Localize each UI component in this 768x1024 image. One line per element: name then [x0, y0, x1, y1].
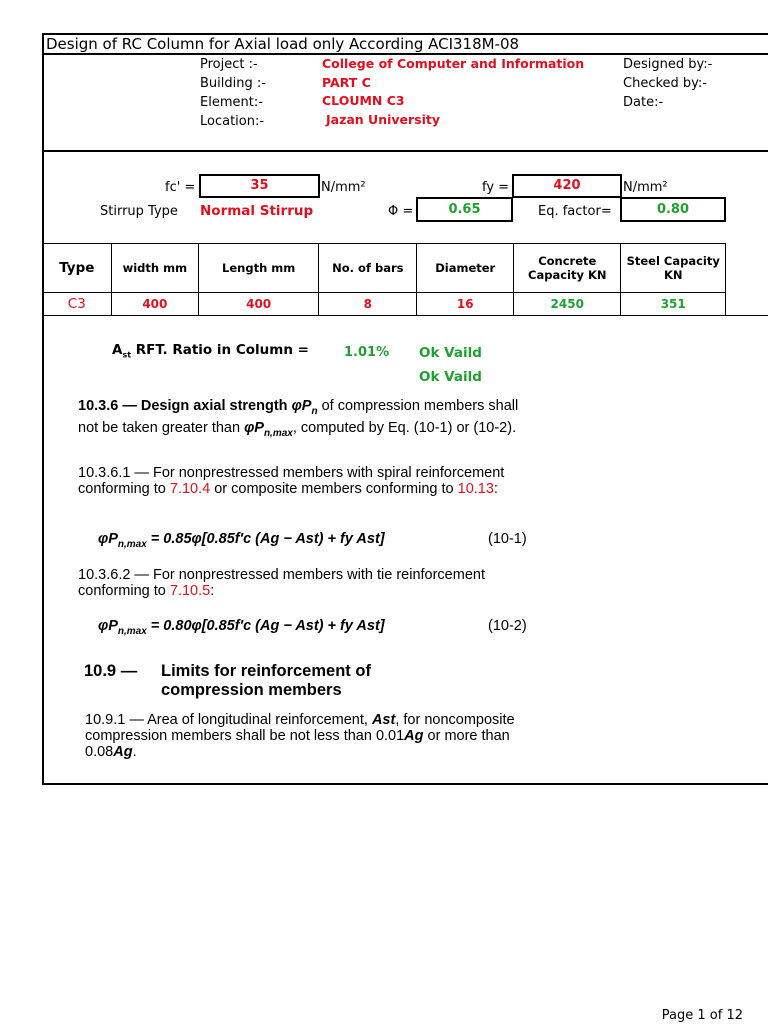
- stirrup-value[interactable]: Normal Stirrup: [200, 203, 314, 219]
- section-heading-number: 10.9 —: [84, 662, 138, 680]
- fy-label: fy =: [482, 180, 510, 195]
- column-table: [42, 243, 726, 316]
- code-clause-10-3-6: [78, 398, 538, 442]
- clause-symbol-sub: n,max: [263, 427, 293, 439]
- cell-width[interactable]: 400: [111, 293, 198, 316]
- location-label: Location:-: [200, 114, 265, 129]
- fc-input[interactable]: 35: [199, 174, 320, 198]
- equation-symbol: φP: [98, 531, 118, 547]
- clause-text: or composite members conforming to: [210, 481, 458, 497]
- clause-symbol: φP: [244, 419, 264, 436]
- fc-label: fc' =: [165, 180, 196, 195]
- cell-diameter[interactable]: 16: [417, 293, 514, 316]
- col-type-header: Type: [43, 244, 112, 293]
- clause-text: , for noncomposite compression members shall be not less than 0.01: [85, 712, 515, 744]
- col-diameter-header: Diameter: [417, 244, 514, 293]
- equation-symbol: φP: [98, 618, 118, 634]
- clause-reference-link[interactable]: 10.13: [457, 481, 494, 497]
- equation-number-10-1: (10-1): [488, 531, 527, 547]
- code-clause-10-3-6-2: [78, 567, 538, 599]
- cell-bars[interactable]: 8: [319, 293, 417, 316]
- clause-symbol: Ast: [371, 712, 396, 728]
- sheet-title: Design of RC Column for Axial load only According ACI318M-08: [46, 35, 520, 53]
- page-number: Page 1 of 12: [661, 1008, 743, 1023]
- clause-text: :: [493, 481, 498, 497]
- title-divider: [42, 53, 768, 55]
- ratio-status-2: Ok Vaild: [419, 369, 482, 385]
- table-header-row: [43, 244, 726, 293]
- col-length-header: Length mm: [199, 244, 319, 293]
- code-clause-10-9-1: [85, 712, 525, 760]
- col-bars-header: No. of bars: [319, 244, 417, 293]
- header-divider: [42, 150, 768, 152]
- building-label: Building :-: [200, 76, 266, 91]
- designed-by-label: Designed by:-: [623, 57, 713, 72]
- col-concrete-header: Concrete Capacity KN: [514, 244, 621, 293]
- equation-number-10-2: (10-2): [488, 618, 527, 634]
- section-heading-line-2: compression members: [161, 681, 342, 699]
- clause-text: :: [210, 583, 215, 599]
- date-label: Date:-: [623, 95, 664, 110]
- clause-symbol: φP: [291, 398, 312, 414]
- cell-concrete-capacity: 2450: [514, 293, 621, 316]
- section-heading-line-1: Limits for reinforcement of: [161, 662, 371, 680]
- fc-unit: N/mm²: [321, 180, 366, 195]
- ratio-value: 1.01%: [344, 345, 390, 360]
- table-row: [43, 293, 726, 316]
- phi-label: Φ =: [388, 204, 414, 219]
- equation-symbol-sub: n,max: [117, 625, 147, 637]
- equation-10-1: [98, 531, 385, 550]
- clause-text: 10.3.6.1 — For nonprestressed members with spiral reinforcement conforming to: [78, 465, 505, 497]
- element-label: Element:-: [200, 95, 263, 110]
- clause-text: of compression members shall not be taken greater than: [78, 398, 519, 436]
- clause-text: or more than 0.08: [85, 728, 510, 760]
- col-steel-header: Steel Capacity KN: [621, 244, 726, 293]
- clause-text: 10.3.6 — Design axial strength: [78, 398, 292, 414]
- stirrup-label: Stirrup Type: [100, 204, 178, 219]
- clause-text: 10.9.1 — Area of longitudinal reinforcement,: [85, 712, 372, 728]
- fy-input[interactable]: 420: [512, 174, 622, 198]
- eq-factor-label: Eq. factor=: [538, 204, 612, 219]
- clause-symbol-sub: n: [311, 405, 318, 417]
- location-value: Jazan University: [326, 112, 441, 127]
- clause-text: , computed by Eq. (10-1) or (10-2).: [292, 419, 517, 436]
- clause-text: .: [132, 744, 137, 760]
- clause-text: 10.3.6.2 — For nonprestressed members with tie reinforcement conforming to: [78, 567, 485, 599]
- ratio-label-a: A: [112, 342, 123, 358]
- ratio-label: [112, 342, 309, 360]
- project-value: College of Computer and Information: [322, 56, 585, 71]
- code-clause-10-3-6-1: [78, 465, 538, 497]
- cell-length[interactable]: 400: [199, 293, 319, 316]
- ratio-status-1: Ok Vaild: [419, 345, 482, 361]
- project-label: Project :-: [200, 57, 258, 72]
- equation-body: = 0.85φ[0.85f′c (Ag − Ast) + fy Ast]: [146, 531, 385, 547]
- equation-symbol-sub: n,max: [117, 538, 147, 550]
- building-value: PART C: [322, 75, 371, 90]
- eq-factor-input[interactable]: 0.80: [620, 197, 726, 222]
- col-width-header: width mm: [111, 244, 198, 293]
- clause-symbol: Ag: [404, 728, 424, 744]
- equation-body: = 0.80φ[0.85f′c (Ag − Ast) + fy Ast]: [146, 618, 385, 634]
- clause-symbol: Ag: [113, 744, 133, 760]
- element-value: CLOUMN C3: [322, 93, 405, 108]
- cell-steel-capacity: 351: [621, 293, 726, 316]
- clause-reference-link[interactable]: 7.10.5: [169, 583, 211, 599]
- cell-type[interactable]: C3: [43, 293, 112, 316]
- equation-10-2: [98, 618, 385, 637]
- phi-input[interactable]: 0.65: [416, 197, 513, 222]
- ratio-label-rest: RFT. Ratio in Column =: [131, 342, 309, 358]
- clause-reference-link[interactable]: 7.10.4: [169, 481, 211, 497]
- fy-unit: N/mm²: [623, 180, 668, 195]
- checked-by-label: Checked by:-: [623, 76, 707, 91]
- ratio-label-sub: st: [122, 350, 132, 360]
